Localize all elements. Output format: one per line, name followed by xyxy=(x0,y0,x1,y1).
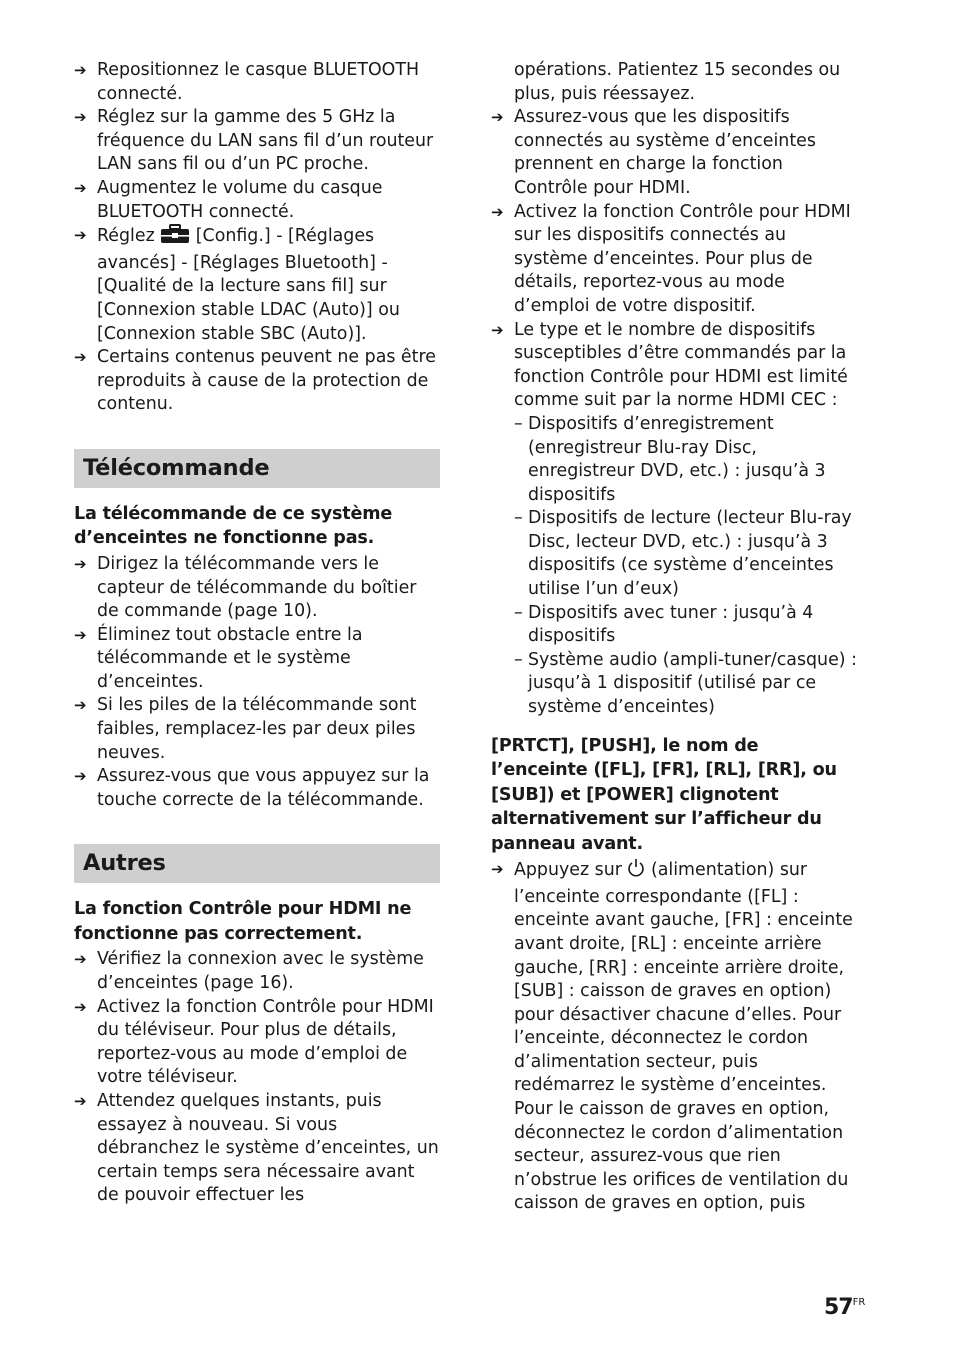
section-title-autres: Autres xyxy=(74,844,440,883)
arrow-icon: ➔ xyxy=(74,178,87,197)
dash-list-item: – Dispositifs avec tuner : jusqu’à 4 dispositifs xyxy=(514,602,814,647)
continued-text: opérations. Patientez 15 secondes ou plus, puis réessayez. xyxy=(514,60,841,104)
power-icon xyxy=(627,858,645,886)
list-item: ➔ Augmentez le volume du casque BLUETOOTH connecté. xyxy=(74,177,383,222)
list-item: ➔ Appuyez sur (alimentation) sur l’enceinte correspondante ([FL] : enceinte avant gauche, [FR] : enceinte avant droite, [RL] : enceinte arrière gauche, [RR] : enceinte arrière droite, [SUB] : caisson de graves en option) pour désactiver chacune d’elles. Pour l’enceinte, déconnectez le cordon d’alimentation secteur, puis redémarrez le système d’enceintes. Pour le caisson de graves en option, déconnectez le cordon d’alimentation secteur, assurez-vous que rien n’obstrue les orifices de ventilation du caisson de graves en option, puis xyxy=(491,860,853,1214)
list-item: ➔ Réglez sur la gamme des 5 GHz la fréquence du LAN sans fil d’un routeur LAN sans fil ou d’un PC proche. xyxy=(74,107,434,175)
toolbox-icon xyxy=(160,224,190,252)
arrow-icon: ➔ xyxy=(74,696,87,715)
arrow-icon: ➔ xyxy=(74,348,87,367)
page-number: $57^{FR}$ xyxy=(824,1295,866,1320)
arrow-icon: ➔ xyxy=(74,767,87,786)
subheading: La fonction Contrôle pour HDMI ne fonctionne pas correctement. xyxy=(74,899,412,944)
list-item: ➔ Certains contenus peuvent ne pas être reproduits à cause de la protection de contenu. xyxy=(74,347,436,415)
arrow-icon: ➔ xyxy=(74,1092,87,1110)
list-item: ➔ Repositionnez le casque BLUETOOTH connecté. xyxy=(74,60,420,104)
subheading: [PRTCT], [PUSH], le nom de l’enceinte ([FL], [FR], [RL], [RR], ou [SUB]) et [POWER] clignotent alternativement sur l’afficheur du panneau avant. xyxy=(491,735,837,854)
list-item: ➔ Attendez quelques instants, puis essayez à nouveau. Si vous débranchez le système d’enceintes, un certain temps sera nécessaire avant de pouvoir effectuer les xyxy=(74,1091,439,1206)
arrow-icon: ➔ xyxy=(74,997,87,1016)
list-item: ➔ Activez la fonction Contrôle pour HDMI sur les dispositifs connectés au système d’enceintes. Pour plus de détails, reportez-vous au mode d’emploi de votre dispositif. xyxy=(491,201,851,316)
arrow-icon: ➔ xyxy=(74,108,87,127)
arrow-icon: ➔ xyxy=(491,860,504,879)
language-code: FR xyxy=(852,1297,866,1308)
dash-list-item: – Dispositifs d’enregistrement (enregistreur Blu-ray Disc, enregistreur DVD, etc.) : jusqu’à 3 dispositifs xyxy=(514,413,826,505)
list-item: ➔ Si les piles de la télécommande sont faibles, remplacez-les par deux piles neuves. xyxy=(74,695,417,763)
dash-list-item: – Système audio (ampli-tuner/casque) : jusqu’à 1 dispositif (utilisé par ce système d’enceintes) xyxy=(514,649,857,718)
subheading: La télécommande de ce système d’enceintes ne fonctionne pas. xyxy=(74,503,393,549)
list-item: ➔ Activez la fonction Contrôle pour HDMI du téléviseur. Pour plus de détails, reportez-vous au mode d’emploi de votre téléviseur. xyxy=(74,996,434,1088)
arrow-icon: ➔ xyxy=(74,554,87,573)
arrow-icon: ➔ xyxy=(491,320,504,339)
list-item: ➔ Le type et le nombre de dispositifs susceptibles d’être commandés par la fonction Contrôle pour HDMI est limité comme suit par la norme HDMI CEC : xyxy=(491,319,848,411)
section-title-telecommande: Télécommande xyxy=(74,449,440,488)
list-item: ➔ Vérifiez la connexion avec le système d’enceintes (page 16). xyxy=(74,949,424,994)
arrow-icon: ➔ xyxy=(491,108,504,127)
left-column xyxy=(74,59,440,1208)
list-item: ➔ Assurez-vous que les dispositifs connectés au système d’enceintes prennent en charge la fonction Contrôle pour HDMI. xyxy=(491,107,816,198)
list-item: ➔ Assurez-vous que vous appuyez sur la touche correcte de la télécommande. xyxy=(74,766,430,810)
list-item: ➔ Dirigez la télécommande vers le capteur de télécommande du boîtier de commande (page 10). xyxy=(74,553,417,622)
list-item: ➔ Réglez [Config.] - [Réglages avancés] - [Réglages Bluetooth] - [Qualité de la lecture sans fil] sur [Connexion stable LDAC (Auto)] ou [Connexion stable SBC (Auto)]. xyxy=(74,226,400,344)
arrow-icon: ➔ xyxy=(74,625,87,644)
right-column xyxy=(491,59,857,1216)
dash-list-item: – Dispositifs de lecture (lecteur Blu-ray Disc, lecteur DVD, etc.) : jusqu’à 3 dispositifs (ce système d’enceintes utilise l’un d’eux) xyxy=(514,508,852,600)
arrow-icon: ➔ xyxy=(74,61,87,79)
arrow-icon: ➔ xyxy=(74,950,87,969)
arrow-icon: ➔ xyxy=(491,202,504,221)
arrow-icon: ➔ xyxy=(74,226,87,245)
list-item: ➔ Éliminez tout obstacle entre la télécommande et le système d’enceintes. xyxy=(74,624,363,692)
